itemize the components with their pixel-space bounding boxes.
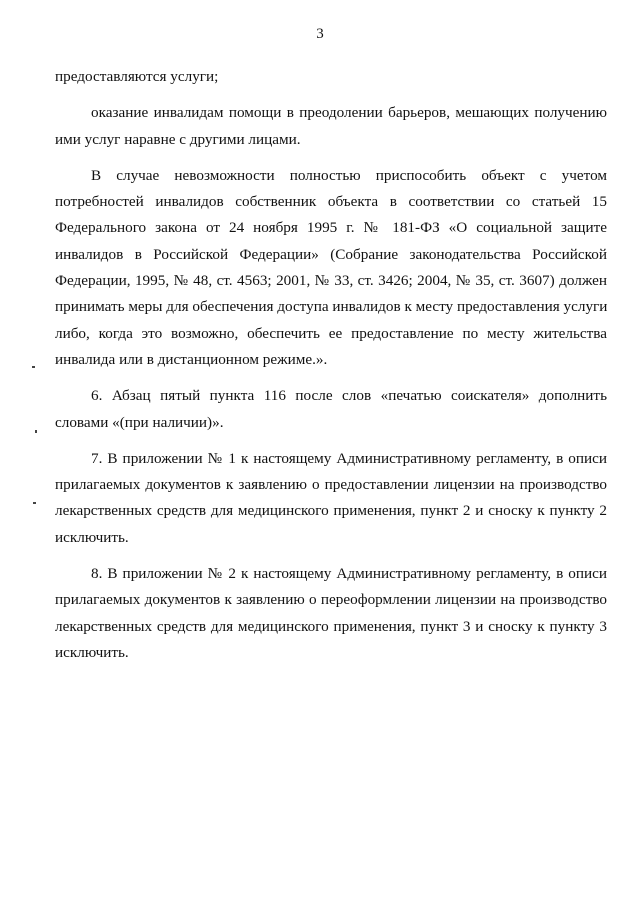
text-line: 7. В приложении № 1 к настоящему Административному регламенту, в описи [91, 449, 607, 467]
scan-mark [35, 430, 37, 433]
text-line: оказание инвалидам помощи в преодолении барьеров, мешающих получению [91, 104, 607, 122]
text-line: исключить. [55, 528, 129, 546]
text-line: словами «(при наличии)». [55, 413, 224, 431]
text-line: прилагаемых документов к заявлению о переоформлении лицензии на производство [55, 591, 607, 609]
scan-mark [33, 502, 36, 504]
text-line: В случае невозможности полностью приспособить объект с учетом [91, 166, 607, 184]
text-line: ими услуг наравне с другими лицами. [55, 130, 301, 148]
text-line: потребностей инвалидов собственник объекта в соответствии со статьей 15 [55, 193, 607, 211]
text-line: лекарственных средств для медицинского применения, пункт 2 и сноску к пункту 2 [55, 502, 607, 520]
text-line: инвалида или в дистанционном режиме.». [55, 350, 328, 368]
paragraph-item-6 [55, 383, 607, 436]
text-line: исключить. [55, 643, 129, 661]
paragraph-item-7 [55, 446, 607, 551]
text-line: предоставляются услуги; [55, 68, 219, 85]
text-line: либо, когда это возможно, обеспечить ее предоставление по месту жительства [55, 324, 607, 342]
text-line: 8. В приложении № 2 к настоящему Административному регламенту, в описи [91, 565, 607, 583]
paragraph-item-8 [55, 561, 607, 666]
scan-mark [32, 366, 35, 368]
paragraph-impossibility [55, 163, 607, 373]
text-line: Федерации, 1995, № 48, ст. 4563; 2001, № 33, ст. 3426; 2004, № 35, ст. 3607) должен [55, 272, 607, 290]
text-line: лекарственных средств для медицинского применения, пункт 3 и сноску к пункту 3 [55, 617, 607, 635]
paragraph-continuation [55, 64, 607, 90]
text-line: Федерального закона от 24 ноября 1995 г. № 181-ФЗ «О социальной защите [55, 219, 607, 237]
text-line: инвалидов в Российской Федерации» (Собрание законодательства Российской [55, 245, 607, 263]
page-number: 3 [316, 26, 324, 42]
text-line: 6. Абзац пятый пункта 116 после слов «печатью соискателя» дополнить [91, 387, 607, 405]
text-line: принимать меры для обеспечения доступа инвалидов к месту предоставления услуги [55, 298, 608, 316]
document-body [55, 64, 607, 666]
paragraph-assistance [55, 100, 607, 153]
text-line: прилагаемых документов к заявлению о предоставлении лицензии на производство [55, 476, 607, 494]
